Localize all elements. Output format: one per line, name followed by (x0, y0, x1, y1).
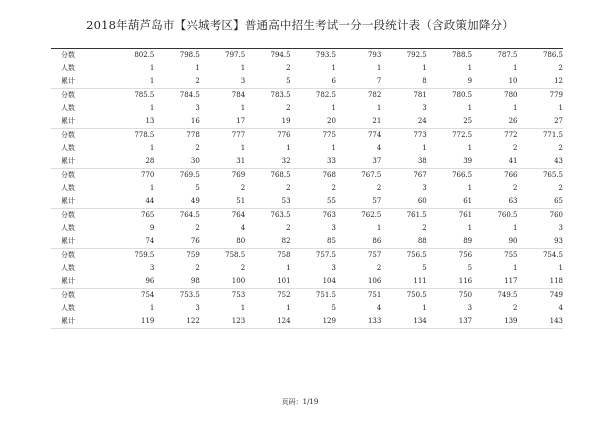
table-cell: 1 (149, 184, 155, 192)
row-label: 人数 (61, 144, 75, 152)
table-cell: 1 (286, 144, 291, 152)
table-cell: 772 (472, 129, 517, 143)
table-cell: 797.5 (200, 49, 245, 63)
table-cell: 3 (331, 264, 336, 272)
table-cell: 755 (472, 249, 517, 263)
table-cell: 3 (422, 184, 427, 192)
table-cell: 766.5 (427, 169, 472, 183)
table-cell: 12 (518, 75, 563, 89)
table-cell: 754.5 (518, 249, 563, 263)
table-cell: 764 (200, 209, 245, 223)
table-body (51, 49, 563, 329)
count-row (51, 62, 563, 75)
table-cell: 749 (518, 289, 563, 303)
table-cell: 119 (109, 315, 154, 329)
table-cell: 757.5 (291, 249, 336, 263)
row-label: 累计 (51, 275, 109, 289)
table-cell: 3 (195, 104, 200, 112)
table-cell: 1 (422, 64, 427, 72)
table-cell: 133 (336, 315, 381, 329)
score-distribution-table (51, 48, 563, 329)
table-cell: 89 (427, 235, 472, 249)
row-label: 人数 (61, 64, 75, 72)
table-cell: 9 (149, 224, 155, 232)
table-cell: 753 (200, 289, 245, 303)
table-cell: 31 (200, 155, 245, 169)
table-cell: 5 (195, 184, 200, 192)
table-cell: 2 (376, 264, 382, 272)
row-label: 分数 (51, 129, 109, 143)
table-cell: 1 (109, 75, 154, 89)
table-cell: 4 (558, 304, 563, 312)
table-cell: 763 (291, 209, 336, 223)
table-cell: 28 (109, 155, 154, 169)
table-cell: 57 (336, 195, 381, 209)
table-cell: 761 (427, 209, 472, 223)
table-cell: 2 (240, 184, 246, 192)
table-cell: 8 (381, 75, 426, 89)
table-cell: 98 (154, 275, 199, 289)
table-cell: 1 (240, 64, 246, 72)
table-cell: 752 (245, 289, 290, 303)
table-cell: 1 (422, 144, 427, 152)
row-label: 人数 (61, 184, 75, 192)
row-label: 分数 (51, 249, 109, 263)
table-cell: 753.5 (154, 289, 199, 303)
table-cell: 85 (291, 235, 336, 249)
table-cell: 16 (154, 115, 199, 129)
table-cell: 37 (336, 155, 381, 169)
table-cell: 794.5 (245, 49, 290, 63)
table-cell: 2 (195, 144, 200, 152)
cumulative-row (51, 75, 563, 89)
table-cell: 2 (513, 304, 518, 312)
table-cell: 1 (467, 64, 473, 72)
table-cell: 769 (200, 169, 245, 183)
table-cell: 776 (245, 129, 290, 143)
table-cell: 758.5 (200, 249, 245, 263)
table-cell: 750.5 (381, 289, 426, 303)
table-cell: 9 (427, 75, 472, 89)
table-cell: 6 (291, 75, 336, 89)
table-cell: 90 (472, 235, 517, 249)
table-cell: 1 (467, 104, 473, 112)
table-cell: 773 (381, 129, 426, 143)
table-cell: 1 (513, 64, 518, 72)
table-cell: 7 (336, 75, 381, 89)
table-cell: 764.5 (154, 209, 199, 223)
table-cell: 772.5 (427, 129, 472, 143)
table-cell: 111 (381, 275, 426, 289)
table-cell: 754 (109, 289, 154, 303)
score-row (51, 289, 563, 303)
table-cell: 4 (376, 304, 382, 312)
table-cell: 2 (558, 184, 563, 192)
table-cell: 123 (200, 315, 245, 329)
table-cell: 63 (472, 195, 517, 209)
table-cell: 2 (513, 144, 518, 152)
table-cell: 100 (200, 275, 245, 289)
table-cell: 1 (422, 304, 427, 312)
table-cell: 751.5 (291, 289, 336, 303)
table-cell: 5 (422, 264, 427, 272)
table-cell: 2 (195, 224, 200, 232)
table-cell: 1 (149, 144, 155, 152)
page-title: 2018年葫芦岛市【兴城考区】普通高中招生考试一分一段统计表（含政策加降分） (86, 18, 514, 32)
table-cell: 88 (381, 235, 426, 249)
count-row (51, 102, 563, 115)
table-cell: 10 (472, 75, 517, 89)
table-cell: 137 (427, 315, 472, 329)
table-cell: 20 (291, 115, 336, 129)
table-cell: 2 (331, 184, 336, 192)
table-cell: 786.5 (518, 49, 563, 63)
table-cell: 3 (149, 264, 155, 272)
row-label: 累计 (51, 115, 109, 129)
cumulative-row (51, 315, 563, 329)
table-cell: 3 (331, 224, 336, 232)
table-cell: 17 (200, 115, 245, 129)
table-cell: 1 (513, 104, 518, 112)
table-cell: 116 (427, 275, 472, 289)
table-cell: 39 (427, 155, 472, 169)
table-cell: 1 (149, 64, 155, 72)
table-cell: 65 (518, 195, 563, 209)
table-cell: 768.5 (245, 169, 290, 183)
table-cell: 1 (331, 104, 336, 112)
table-cell: 134 (381, 315, 426, 329)
table-cell: 41 (472, 155, 517, 169)
table-cell: 779 (518, 89, 563, 103)
table-cell: 74 (109, 235, 154, 249)
table-cell: 139 (472, 315, 517, 329)
table-cell: 766 (472, 169, 517, 183)
table-cell: 785.5 (109, 89, 154, 103)
row-label: 人数 (61, 224, 75, 232)
score-row (51, 89, 563, 103)
table-cell: 1 (240, 144, 246, 152)
table-cell: 1 (149, 104, 155, 112)
table-cell: 767.5 (336, 169, 381, 183)
table-cell: 783.5 (245, 89, 290, 103)
cumulative-row (51, 275, 563, 289)
table-cell: 24 (381, 115, 426, 129)
table-cell: 751 (336, 289, 381, 303)
count-row (51, 262, 563, 275)
table-cell: 2 (286, 184, 291, 192)
table-cell: 51 (200, 195, 245, 209)
table-cell: 96 (109, 275, 154, 289)
table-cell: 775 (291, 129, 336, 143)
table-cell: 82 (245, 235, 290, 249)
table-cell: 1 (286, 264, 291, 272)
table-cell: 756.5 (381, 249, 426, 263)
score-distribution-table-container (51, 48, 563, 329)
table-cell: 2 (376, 184, 382, 192)
table-cell: 782 (336, 89, 381, 103)
table-cell: 762.5 (336, 209, 381, 223)
table-cell: 55 (291, 195, 336, 209)
row-label: 累计 (51, 75, 109, 89)
row-label: 累计 (51, 315, 109, 329)
table-cell: 756 (427, 249, 472, 263)
table-cell: 1 (467, 224, 473, 232)
table-cell: 1 (513, 264, 518, 272)
table-cell: 3 (467, 304, 473, 312)
table-cell: 43 (518, 155, 563, 169)
table-cell: 3 (200, 75, 245, 89)
table-cell: 61 (427, 195, 472, 209)
table-cell: 1 (331, 64, 336, 72)
row-label: 分数 (51, 169, 109, 183)
table-cell: 788.5 (427, 49, 472, 63)
table-cell: 2 (286, 224, 291, 232)
table-cell: 60 (381, 195, 426, 209)
table-cell: 780 (472, 89, 517, 103)
table-cell: 4 (376, 144, 382, 152)
table-cell: 759 (154, 249, 199, 263)
table-cell: 778.5 (109, 129, 154, 143)
table-cell: 765 (109, 209, 154, 223)
table-cell: 1 (376, 64, 382, 72)
row-label: 累计 (51, 155, 109, 169)
table-cell: 4 (240, 224, 246, 232)
row-label: 分数 (51, 89, 109, 103)
table-cell: 2 (286, 64, 291, 72)
table-cell: 781 (381, 89, 426, 103)
table-cell: 763.5 (245, 209, 290, 223)
table-cell: 76 (154, 235, 199, 249)
table-cell: 792.5 (381, 49, 426, 63)
table-cell: 757 (336, 249, 381, 263)
table-cell: 2 (195, 264, 200, 272)
table-cell: 117 (472, 275, 517, 289)
row-label: 人数 (61, 304, 75, 312)
count-row (51, 222, 563, 235)
table-cell: 749.5 (472, 289, 517, 303)
table-cell: 1 (467, 184, 473, 192)
count-row (51, 142, 563, 155)
table-cell: 761.5 (381, 209, 426, 223)
score-row (51, 249, 563, 263)
table-cell: 26 (472, 115, 517, 129)
table-cell: 1 (376, 224, 382, 232)
table-cell: 758 (245, 249, 290, 263)
row-label: 分数 (51, 209, 109, 223)
score-row (51, 129, 563, 143)
table-cell: 104 (291, 275, 336, 289)
row-label: 累计 (51, 195, 109, 209)
row-label: 分数 (51, 289, 109, 303)
table-cell: 1 (240, 304, 246, 312)
score-row (51, 169, 563, 183)
table-cell: 2 (513, 184, 518, 192)
score-row (51, 209, 563, 223)
table-cell: 27 (518, 115, 563, 129)
table-cell: 143 (518, 315, 563, 329)
table-cell: 771.5 (518, 129, 563, 143)
table-cell: 784 (200, 89, 245, 103)
table-cell: 1 (513, 224, 518, 232)
table-cell: 1 (558, 104, 563, 112)
table-cell: 101 (245, 275, 290, 289)
table-cell: 1 (286, 304, 291, 312)
table-cell: 49 (154, 195, 199, 209)
table-cell: 3 (195, 304, 200, 312)
table-cell: 1 (376, 104, 382, 112)
table-cell: 780.5 (427, 89, 472, 103)
table-cell: 787.5 (472, 49, 517, 63)
table-cell: 118 (518, 275, 563, 289)
table-cell: 759.5 (109, 249, 154, 263)
table-cell: 2 (558, 64, 563, 72)
table-cell: 798.5 (154, 49, 199, 63)
table-cell: 770 (109, 169, 154, 183)
table-cell: 3 (558, 224, 563, 232)
score-row (51, 49, 563, 63)
row-label: 人数 (61, 104, 75, 112)
table-cell: 5 (331, 304, 336, 312)
table-cell: 2 (422, 224, 427, 232)
table-cell: 777 (200, 129, 245, 143)
table-cell: 767 (381, 169, 426, 183)
table-cell: 793 (336, 49, 381, 63)
table-cell: 93 (518, 235, 563, 249)
table-cell: 774 (336, 129, 381, 143)
table-cell: 25 (427, 115, 472, 129)
table-cell: 782.5 (291, 89, 336, 103)
table-cell: 1 (558, 264, 563, 272)
cumulative-row (51, 195, 563, 209)
page-number: 页码：1/19 (281, 398, 319, 406)
count-row (51, 182, 563, 195)
table-cell: 802.5 (109, 49, 154, 63)
table-cell: 768 (291, 169, 336, 183)
table-cell: 2 (240, 264, 246, 272)
table-cell: 750 (427, 289, 472, 303)
table-cell: 1 (240, 104, 246, 112)
table-cell: 86 (336, 235, 381, 249)
table-cell: 1 (149, 304, 155, 312)
table-cell: 778 (154, 129, 199, 143)
table-cell: 32 (245, 155, 290, 169)
table-cell: 19 (245, 115, 290, 129)
table-cell: 33 (291, 155, 336, 169)
table-cell: 124 (245, 315, 290, 329)
table-cell: 53 (245, 195, 290, 209)
table-cell: 30 (154, 155, 199, 169)
count-row (51, 302, 563, 315)
table-cell: 5 (245, 75, 290, 89)
table-cell: 13 (109, 115, 154, 129)
table-cell: 2 (558, 144, 563, 152)
cumulative-row (51, 115, 563, 129)
table-cell: 793.5 (291, 49, 336, 63)
row-label: 人数 (61, 264, 75, 272)
table-cell: 2 (154, 75, 199, 89)
table-cell: 129 (291, 315, 336, 329)
table-cell: 769.5 (154, 169, 199, 183)
table-cell: 1 (331, 144, 336, 152)
table-cell: 3 (422, 104, 427, 112)
table-cell: 122 (154, 315, 199, 329)
table-cell: 1 (195, 64, 200, 72)
table-cell: 765.5 (518, 169, 563, 183)
table-cell: 1 (467, 144, 473, 152)
table-cell: 784.5 (154, 89, 199, 103)
table-cell: 2 (286, 104, 291, 112)
table-cell: 38 (381, 155, 426, 169)
table-cell: 80 (200, 235, 245, 249)
table-cell: 106 (336, 275, 381, 289)
cumulative-row (51, 235, 563, 249)
table-cell: 44 (109, 195, 154, 209)
row-label: 累计 (51, 235, 109, 249)
table-cell: 760 (518, 209, 563, 223)
table-cell: 21 (336, 115, 381, 129)
table-cell: 5 (467, 264, 473, 272)
row-label: 分数 (51, 49, 109, 63)
cumulative-row (51, 155, 563, 169)
table-cell: 760.5 (472, 209, 517, 223)
